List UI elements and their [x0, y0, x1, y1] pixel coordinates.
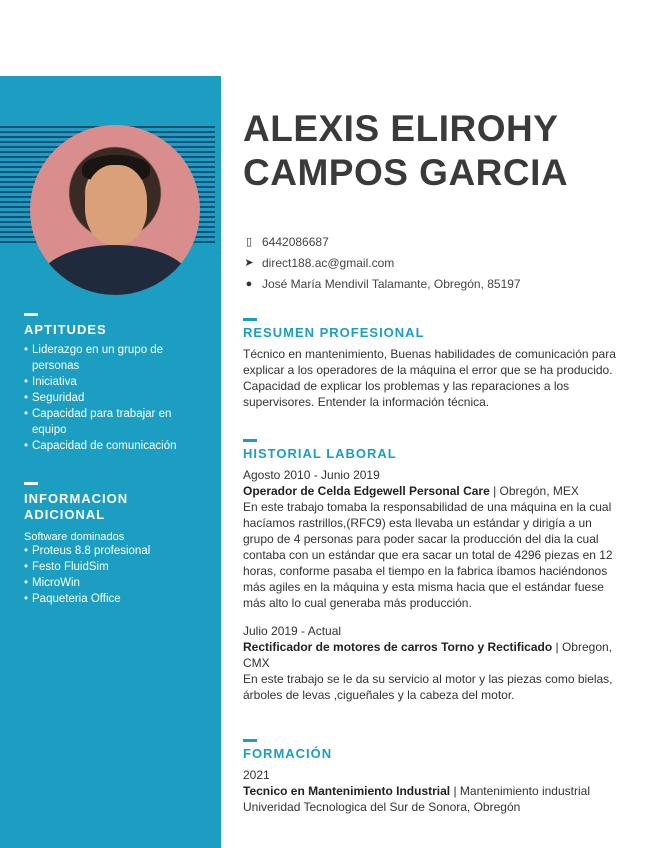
list-item: • Capacidad para trabajar en equipo: [24, 406, 209, 438]
name-line-1: ALEXIS ELIROHY: [243, 108, 559, 149]
formacion-year: 2021: [243, 768, 270, 782]
formacion-title: FORMACIÓN: [243, 746, 333, 761]
list-item: • Paqueteria Office: [24, 591, 209, 607]
location-pin-icon: ●: [245, 277, 253, 290]
contact-info: [243, 231, 521, 294]
address-text: José María Mendivil Talamante, Obregón, 85197: [262, 276, 521, 291]
job-description: En este trabajo se le da su servicio al motor y las piezas como bielas, árboles de levas ,cigueñales y la cabeza del motor.: [243, 672, 613, 702]
resumen-text: Técnico en mantenimiento, Buenas habilidades de comunicación para explicar a los operadores de la máquina el error que se ha producido. Capacidad de explicar los problemas y las reparaciones a los supervisores. Entender la información técnica.: [243, 347, 616, 409]
job-role: Operador de Celda Edgewell Personal Care: [243, 484, 490, 498]
info-title-2: ADICIONAL: [24, 507, 106, 522]
phone-text: 6442086687: [262, 234, 329, 249]
formacion-field: | Mantenimiento industrial: [450, 784, 590, 798]
resumen-title: RESUMEN PROFESIONAL: [243, 325, 425, 340]
list-item: • MicroWin: [24, 575, 209, 591]
list-item: • Seguridad: [24, 390, 209, 406]
historial-title: HISTORIAL LABORAL: [243, 446, 397, 461]
formacion-section: [243, 739, 623, 815]
info-subtitle: Software dominados: [24, 531, 125, 543]
list-item: • Capacidad de comunicación: [24, 438, 209, 454]
job-dates: Julio 2019 - Actual: [243, 624, 342, 638]
list-item: • Liderazgo en un grupo de personas: [24, 342, 209, 374]
email-row: [243, 252, 521, 273]
historial-section: [243, 439, 623, 715]
job-dates: Agosto 2010 - Junio 2019: [243, 468, 380, 482]
list-item: • Iniciativa: [24, 374, 209, 390]
email-text[interactable]: direct188.ac@gmail.com: [262, 255, 395, 270]
job-description: En este trabajo tomaba la responsabilidad de una máquina en la cual hacíamos rastrillos,(RFC9) esta llevaba un estándar y dirigía a un grupo de 4 personas para poder sacar la producción del dia la cual contaba con un estándar que era sacar un total de 4296 piezas en 12 horas, conforme pasaba el tiempo en la fabrica íbamos haciéndonos más agiles en la máquina y esta misma hacia que el estándar fuese más alto lo cual generaba más producción.: [243, 500, 613, 610]
job-entry: [243, 623, 623, 703]
name-line-2: CAMPOS GARCIA: [243, 152, 569, 193]
list-item: • Festo FluidSim: [24, 559, 209, 575]
formacion-school: Univeridad Tecnologica del Sur de Sonora, Obregón: [243, 800, 521, 814]
aptitudes-list: [24, 342, 209, 454]
aptitudes-title: APTITUDES: [24, 322, 107, 337]
send-icon: ➤: [244, 257, 254, 269]
job-location: | Obregón, MEX: [489, 484, 579, 498]
resumen-section: [243, 318, 623, 410]
person-name: [243, 107, 568, 195]
aptitudes-section: [24, 313, 209, 454]
info-title-1: INFORMACION: [24, 491, 129, 506]
phone-row: [243, 231, 521, 252]
address-row: [243, 273, 521, 294]
profile-photo: [30, 125, 200, 295]
sidebar: [0, 76, 221, 848]
list-item: • Proteus 8.8 profesional: [24, 543, 209, 559]
job-role: Rectificador de motores de carros Torno y Rectificado: [243, 640, 553, 654]
job-location: | Obregon, CMX: [243, 640, 613, 670]
info-section: [24, 482, 209, 607]
job-entry: [243, 467, 623, 611]
formacion-degree: Tecnico en Mantenimiento Industrial: [243, 784, 451, 798]
phone-icon: ▯: [245, 236, 253, 248]
software-list: [24, 543, 209, 607]
